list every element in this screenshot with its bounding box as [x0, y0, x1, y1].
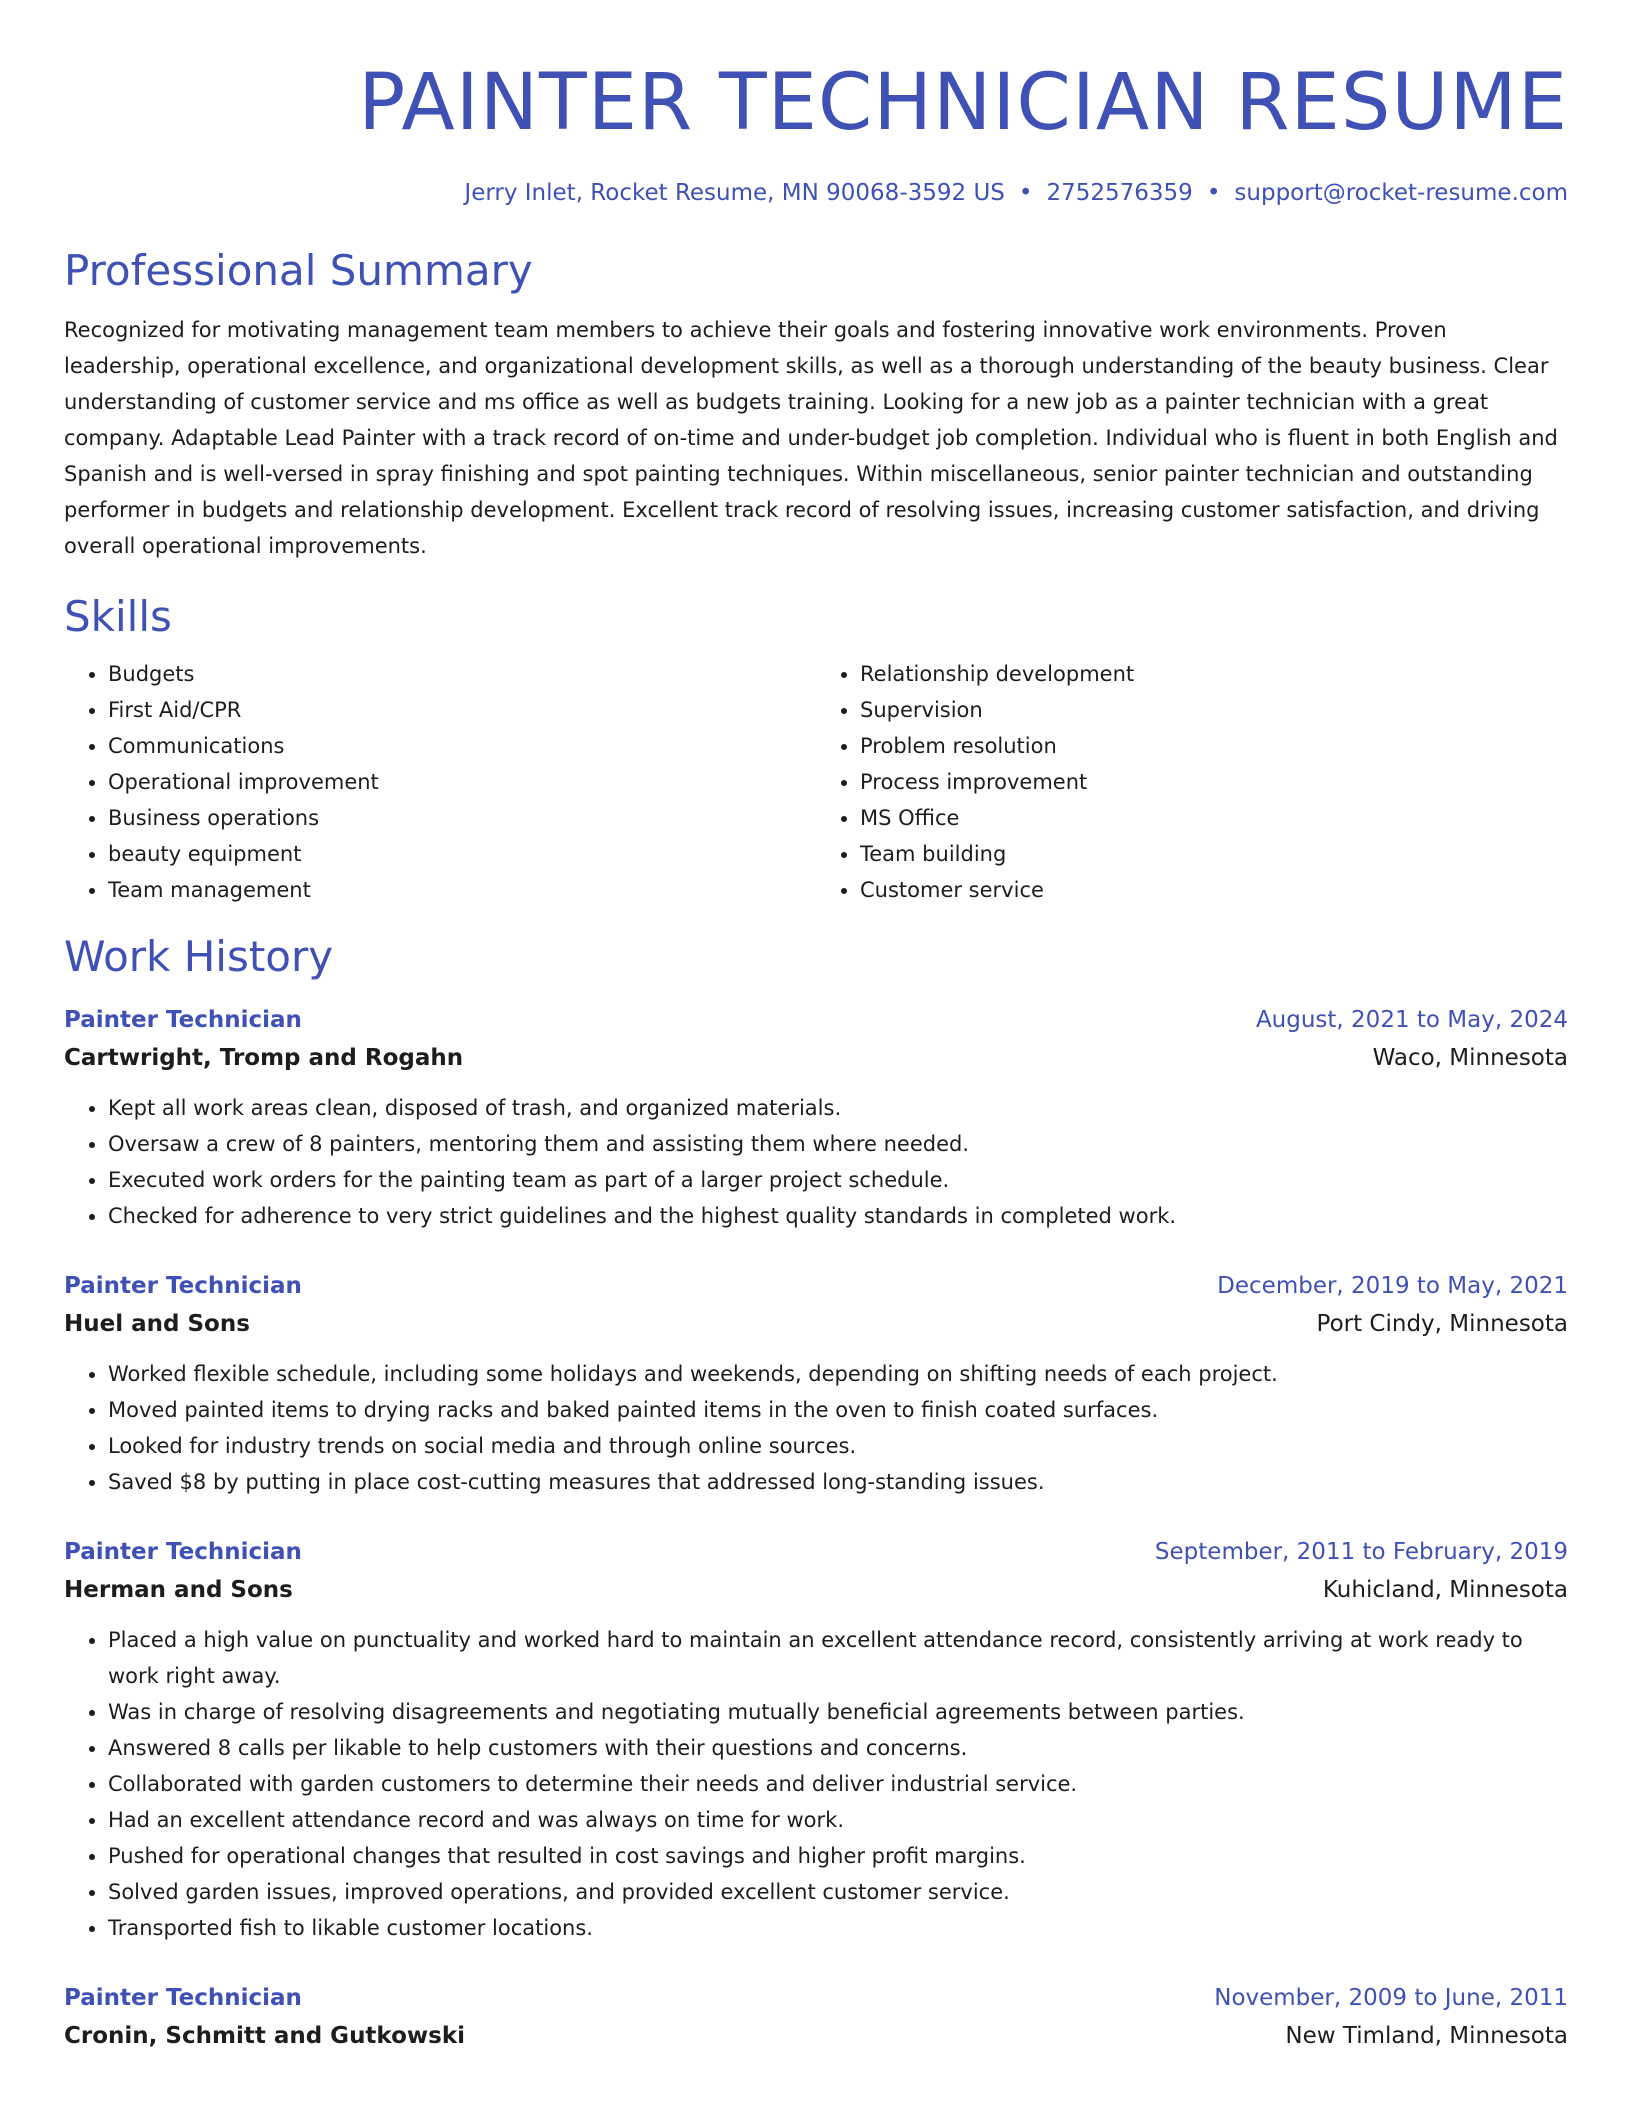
skill-item: • Relationship development — [860, 656, 1568, 692]
job-location: Port Cindy, Minnesota — [1316, 1311, 1568, 1337]
job-bullets — [64, 1622, 1568, 1946]
skill-item: • Team building — [860, 836, 1568, 872]
job-location: Waco, Minnesota — [1372, 1045, 1568, 1071]
job-dates: December, 2019 to May, 2021 — [1217, 1273, 1568, 1299]
job-bullet: • Was in charge of resolving disagreements and negotiating mutually beneficial agreements between parties. — [108, 1694, 1568, 1730]
skill-item: • Team management — [108, 872, 816, 908]
job-bullet: • Executed work orders for the painting team as part of a larger project schedule. — [108, 1162, 1568, 1198]
skill-item: • Customer service — [860, 872, 1568, 908]
job-entry — [64, 1534, 1568, 1946]
job-entry — [64, 1002, 1568, 1234]
contact-email: support@rocket-resume.com — [1234, 180, 1568, 206]
contact-phone: 2752576359 — [1046, 180, 1193, 206]
job-company: Herman and Sons — [64, 1577, 293, 1603]
summary-heading: Professional Summary — [64, 246, 533, 295]
job-company: Cronin, Schmitt and Gutkowski — [64, 2023, 466, 2049]
job-bullet: • Oversaw a crew of 8 painters, mentoring them and assisting them where needed. — [108, 1126, 1568, 1162]
job-title: Painter Technician — [64, 1273, 302, 1299]
job-bullets — [64, 1356, 1568, 1500]
summary-text: Recognized for motivating management team members to achieve their goals and fostering innovative work environments. Proven leadership, operational excellence, and organizational development skills, as well as a thorough understanding of the beauty business. Clear understanding of customer service and ms office as well as budgets training. Looking for a new job as a painter technician with a great company. Adaptable Lead Painter with a track record of on-time and under-budget job completion. Individual who is fluent in both English and Spanish and is well-versed in spray finishing and spot painting techniques. Within miscellaneous, senior painter technician and outstanding performer in budgets and relationship development. Excellent track record of resolving issues, increasing customer satisfaction, and driving overall operational improvements. — [64, 318, 1558, 558]
job-entry — [64, 1268, 1568, 1500]
work-history-heading: Work History — [64, 932, 334, 981]
job-bullet: • Answered 8 calls per likable to help customers with their questions and concerns. — [108, 1730, 1568, 1766]
skill-item: • Communications — [108, 728, 816, 764]
skill-item: • First Aid/CPR — [108, 692, 816, 728]
skill-item: • Process improvement — [860, 764, 1568, 800]
job-dates: August, 2021 to May, 2024 — [1255, 1007, 1568, 1033]
job-company: Cartwright, Tromp and Rogahn — [64, 1045, 464, 1071]
job-bullet: • Pushed for operational changes that resulted in cost savings and higher profit margins. — [108, 1838, 1568, 1874]
job-location: New Timland, Minnesota — [1285, 2023, 1568, 2049]
job-bullet: • Checked for adherence to very strict guidelines and the highest quality standards in completed work. — [108, 1198, 1568, 1234]
job-company: Huel and Sons — [64, 1311, 250, 1337]
job-title: Painter Technician — [64, 1539, 302, 1565]
job-title: Painter Technician — [64, 1007, 302, 1033]
job-title: Painter Technician — [64, 1985, 302, 2011]
job-bullet: • Transported fish to likable customer locations. — [108, 1910, 1568, 1946]
contact-separator: • — [1018, 180, 1033, 206]
skill-item: • Operational improvement — [108, 764, 816, 800]
job-location: Kuhicland, Minnesota — [1322, 1577, 1568, 1603]
job-bullet: • Placed a high value on punctuality and worked hard to maintain an excellent attendance record, consistently arriving at work ready to work right away. — [108, 1622, 1568, 1694]
job-bullet: • Kept all work areas clean, disposed of trash, and organized materials. — [108, 1090, 1568, 1126]
skill-item: • Problem resolution — [860, 728, 1568, 764]
resume-page — [64, 0, 1568, 2056]
skill-item: • Business operations — [108, 800, 816, 836]
job-bullet: • Moved painted items to drying racks and baked painted items in the oven to finish coated surfaces. — [108, 1392, 1568, 1428]
job-bullets — [64, 1090, 1568, 1234]
skill-item: • beauty equipment — [108, 836, 816, 872]
page-title: PAINTER TECHNICIAN RESUME — [358, 58, 1568, 148]
job-bullet: • Looked for industry trends on social media and through online sources. — [108, 1428, 1568, 1464]
job-bullet: • Solved garden issues, improved operations, and provided excellent customer service. — [108, 1874, 1568, 1910]
contact-separator: • — [1206, 180, 1221, 206]
skill-item: • Supervision — [860, 692, 1568, 728]
job-bullet: • Worked flexible schedule, including some holidays and weekends, depending on shifting needs of each project. — [108, 1356, 1568, 1392]
skills-heading: Skills — [64, 592, 172, 641]
job-bullet: • Saved $8 by putting in place cost-cutting measures that addressed long-standing issues. — [108, 1464, 1568, 1500]
skills-list-left — [64, 656, 816, 908]
job-dates: November, 2009 to June, 2011 — [1214, 1985, 1568, 2011]
skill-item: • Budgets — [108, 656, 816, 692]
skills-columns — [64, 656, 1568, 908]
job-bullet: • Collaborated with garden customers to determine their needs and deliver industrial service. — [108, 1766, 1568, 1802]
skills-list-right — [816, 656, 1568, 908]
job-bullet: • Had an excellent attendance record and was always on time for work. — [108, 1802, 1568, 1838]
job-entry — [64, 1980, 1568, 2056]
skill-item: • MS Office — [860, 800, 1568, 836]
contact-line — [64, 178, 1568, 208]
contact-address: Jerry Inlet, Rocket Resume, MN 90068-3592 US — [464, 180, 1005, 206]
job-dates: September, 2011 to February, 2019 — [1154, 1539, 1568, 1565]
